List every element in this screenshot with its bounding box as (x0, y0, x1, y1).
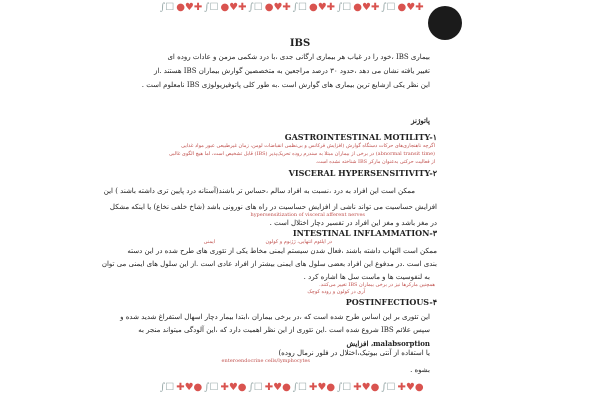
body-line: افزایش حساسیت می تواند ناشی از افزایش حساسیت در راه های نورونی باشد (شاخ خلفی نخاع) یا اینکه مشکل (109, 203, 437, 211)
pill-icon: ●♥✚ (308, 2, 336, 13)
annotation: همچنین مارکرها نیز در برخی بیماران IBS تغییر می‌کنند. (319, 282, 435, 288)
annotation: hypersensitization of visceral afferent nerves (250, 212, 365, 218)
annotation: enteroendocrine cells/lymphocytes (221, 358, 310, 364)
stethoscope-icon: ∫☐ (292, 382, 307, 393)
stethoscope-icon: ∫☐ (337, 2, 352, 13)
page-title: IBS (289, 38, 311, 49)
stethoscope-icon: ∫☐ (204, 2, 219, 13)
pill-icon: ●♥✚ (220, 2, 247, 13)
decorative-top-border (160, 0, 440, 16)
section-heading: VISCERAL HYPERSENSITIVITY-۲ (288, 168, 437, 178)
body-line: بندی است .در مدفوع این افراد بعضی سلول های ایمنی بیشتر از افراد عادی است .از این سلول های ایمنی می توان (101, 260, 437, 268)
heart-icon: ✚♥● (397, 382, 424, 393)
stethoscope-icon: ∫☐ (204, 382, 219, 393)
stethoscope-icon: ∫☐ (337, 382, 352, 393)
body-line: این تئوری بر این اساس طرح شده است که ،در برخی بیماران ،ابتدا بیمار دچار اسهال استفراغ شدید شده و (120, 313, 430, 321)
body-line: به لنفوسیت ها و ماست سل ها اشاره کرد . (303, 273, 430, 281)
heart-icon: ✚♥● (353, 382, 380, 393)
stethoscope-icon: ∫☐ (381, 382, 396, 393)
body-line: malabsorption، افزایش (346, 339, 430, 348)
body-line: یا استفاده از آنتی بیوتیک،اختلال در فلور نرمال روده) (278, 349, 430, 357)
pathogenesis-label: پاتوژنز (411, 116, 430, 125)
pill-icon: ●♥✚ (176, 2, 203, 13)
annotation: اگرچه ناهنجاری‌های حرکات دستگاه گوارش (افزایش فرکانس و بی‌نظمی انقباضات لومن، زمان غیرطبیعی عبور مواد غذایی (181, 143, 435, 149)
section-heading: GASTROINTESTINAL MOTILITY-۱ (284, 132, 437, 142)
annotation: از فعالیت حرکتی به‌عنوان مارکر IBS شناخته نشده است. (315, 159, 435, 165)
body-line: ممکن است التهاب داشته باشند ،فعال شدن سیستم ایمنی مخاط یکی از تئوری های طرح شده در این دسته (127, 247, 437, 255)
body-line: بشوه . (410, 366, 430, 374)
annotation: (abnormal transit time) در برخی از بیماران مبتلا به سندرم روده تحریک‌پذیر (IBS) قابل تشخیص است، اما هیچ الگوی غالبی (169, 151, 435, 157)
heart-icon: ✚♥● (176, 382, 203, 393)
section-heading: POSTINFECTIOUS-۴ (345, 297, 437, 307)
body-line: ممکن است این افراد به درد ،نسبت به افراد سالم ،حساس تر باشند(آستانه درد پایین تری داشته باشند ) این (103, 187, 415, 195)
intro-line: تغییر یافته نشان می دهد ،حدود ۳۰ درصد مراجعین به متخصصین گوارش بیماران IBS هستند .از (153, 67, 430, 75)
intro-line: بیماری IBS ،خود را در غیاب هر بیماری ارگانی جدی ،با درد شکمی مزمن و عادات روده ای (167, 53, 430, 61)
stethoscope-icon: ∫☐ (381, 2, 396, 13)
dark-page-corner (428, 6, 462, 40)
annotation: آری در کولون و روده کوچک (307, 289, 365, 295)
pill-icon: ●♥✚ (397, 2, 424, 13)
decorative-bottom-border (160, 380, 440, 396)
heart-icon: ✚♥● (220, 382, 247, 393)
annotation: ایمنی (203, 239, 215, 245)
stethoscope-icon: ∫☐ (248, 382, 263, 393)
stethoscope-icon: ∫☐ (160, 2, 175, 13)
heart-icon: ✚♥● (308, 382, 336, 393)
annotation: در ایلئوم انتهایی، ژژنوم و کولون (265, 239, 332, 245)
stethoscope-icon: ∫☐ (292, 2, 307, 13)
pill-icon: ●♥✚ (353, 2, 380, 13)
stethoscope-icon: ∫☐ (248, 2, 263, 13)
intro-line: این نظر یکی ازشایع ترین بیماری های گوارش است .به طور کلی پاتوفیزیولوژی IBS نامعلوم است . (141, 81, 430, 89)
section-heading: INTESTINAL INFLAMMATION-۳ (292, 228, 437, 238)
body-line: در مغز باشد و مغز این افراد در تفسیر دچار اختلال است . (269, 219, 437, 227)
body-line: سپس علائم IBS شروع شده است .این تئوری از این نظر اهمیت دارد که ،این آلودگی میتواند منجر به (138, 326, 430, 334)
pill-icon: ●♥✚ (264, 2, 291, 13)
heart-icon: ✚♥● (264, 382, 291, 393)
stethoscope-icon: ∫☐ (160, 382, 175, 393)
